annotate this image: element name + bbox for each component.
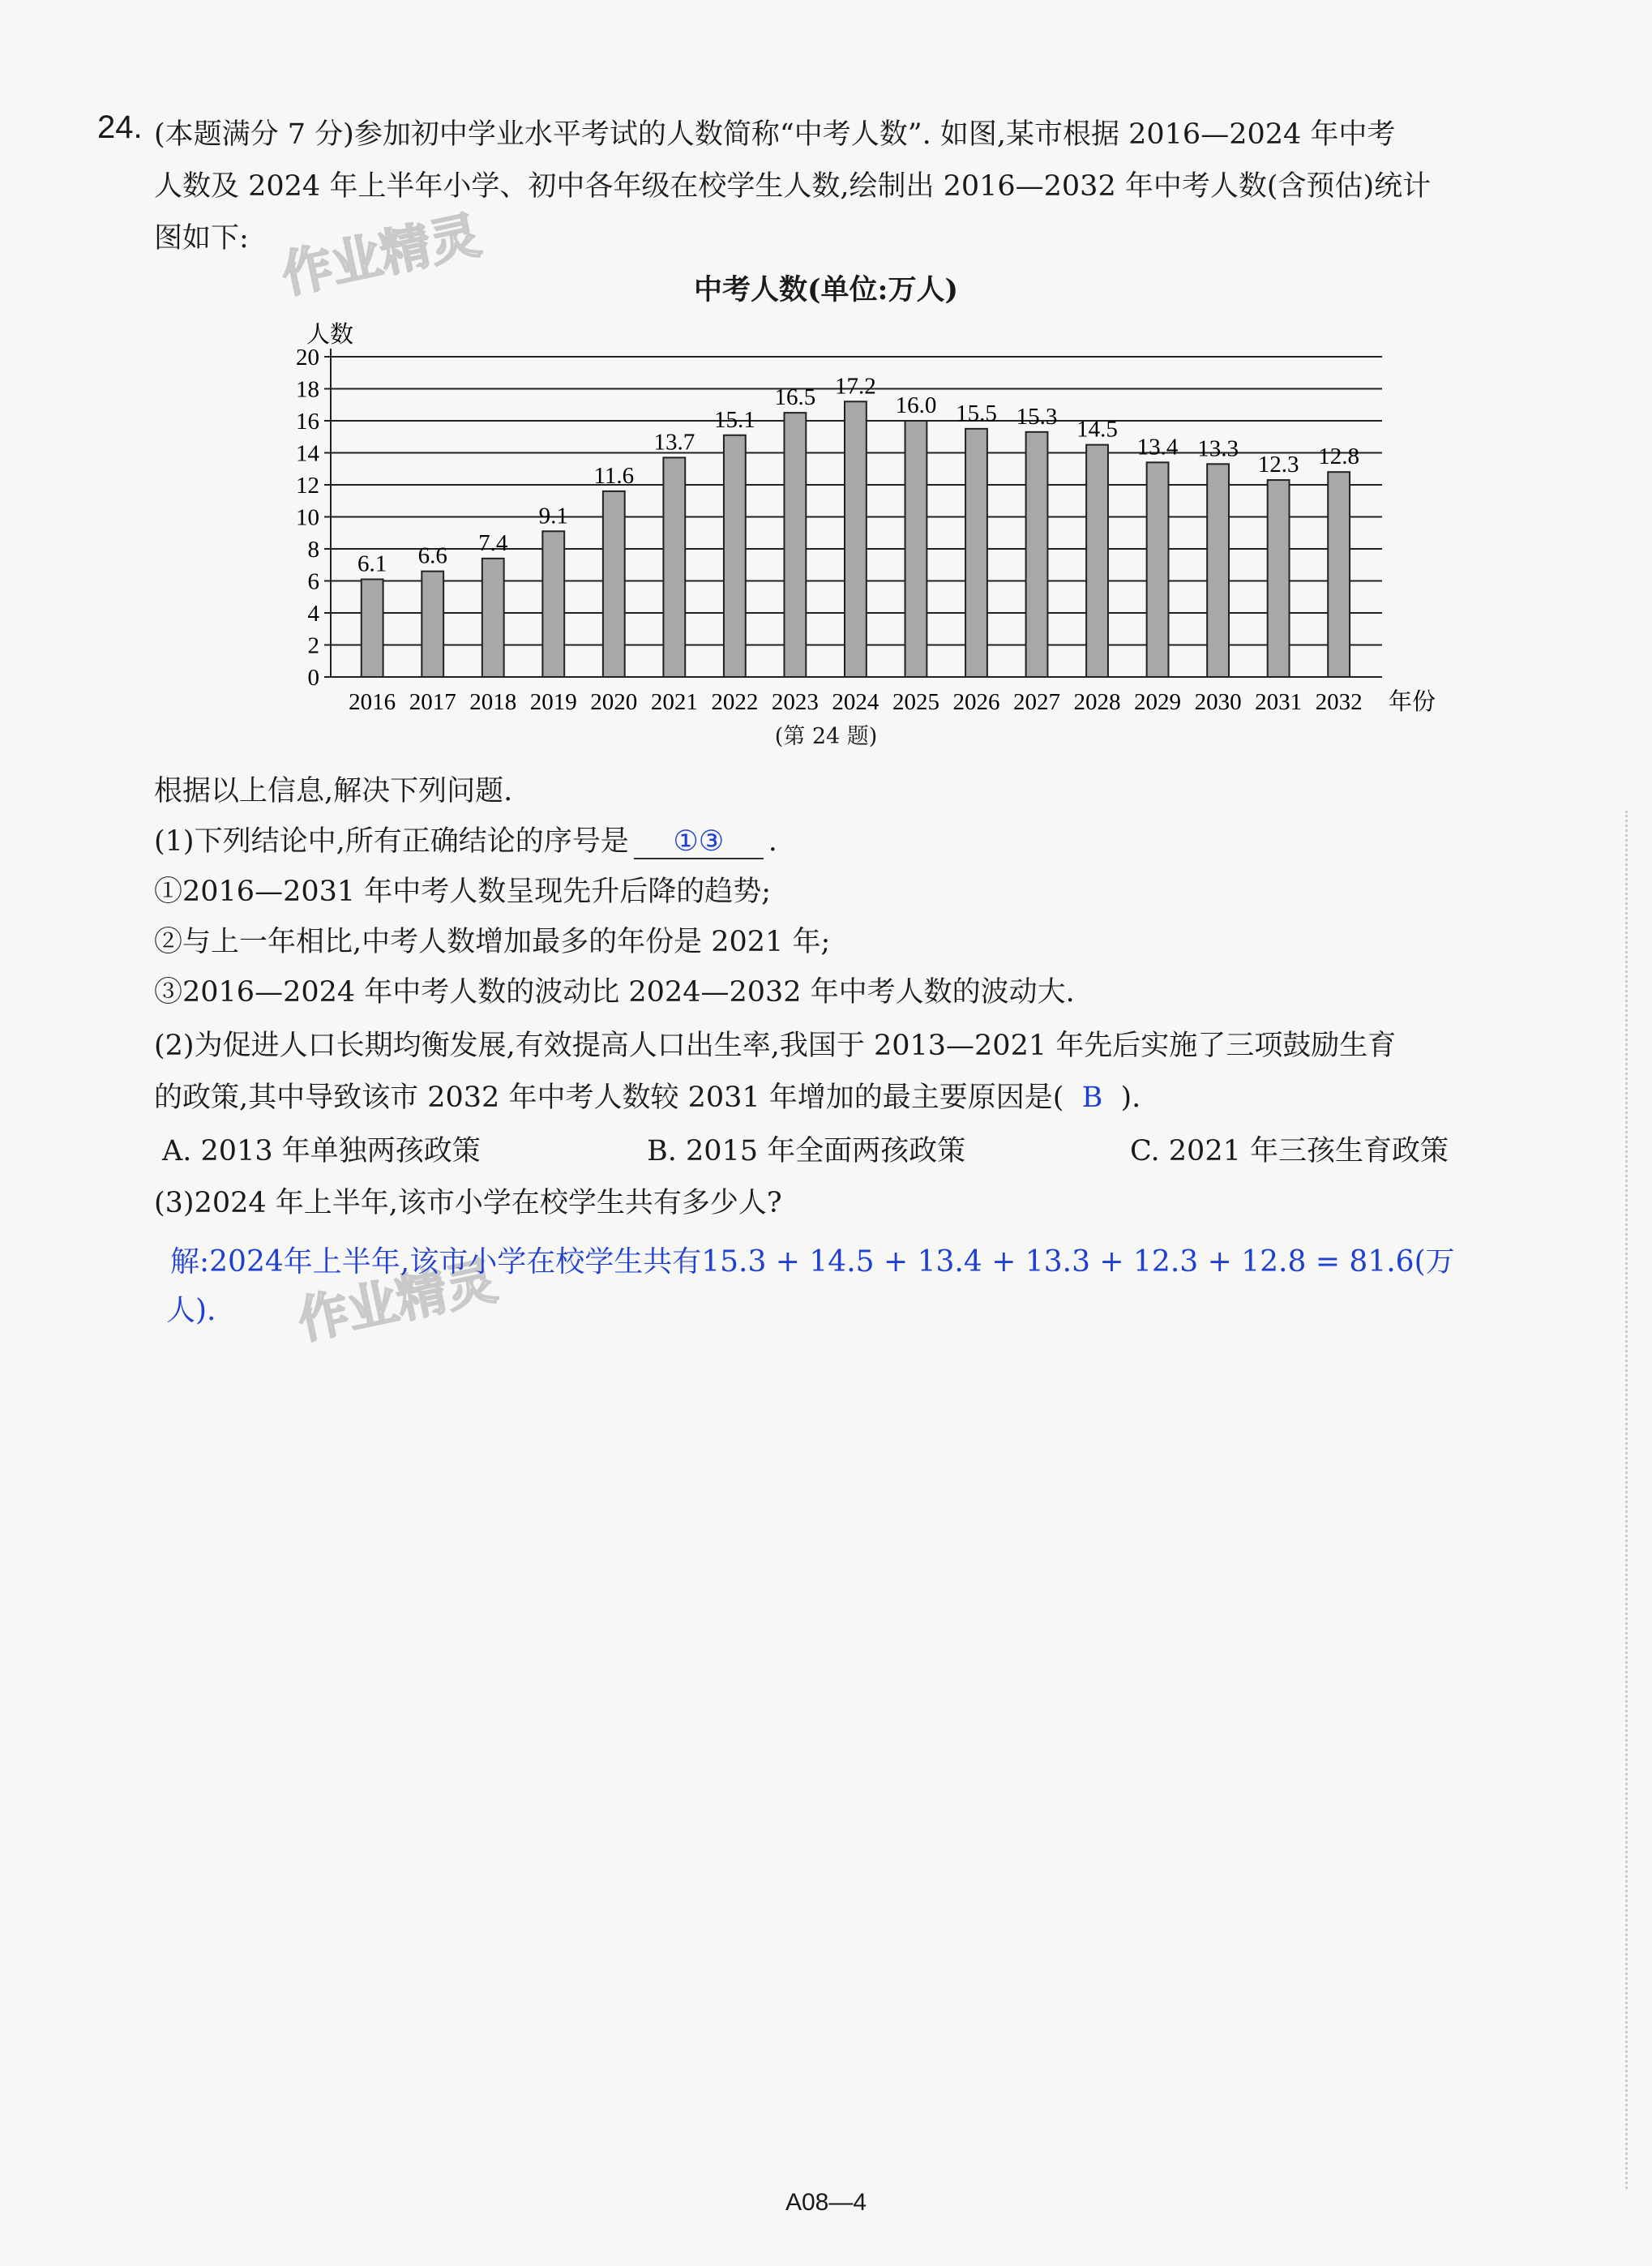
q2-suffix: ). (1120, 1082, 1141, 1114)
x-tick-label: 2019 (529, 689, 577, 715)
x-tick-label: 2018 (469, 689, 517, 715)
x-tick-label: 2029 (1134, 689, 1182, 715)
y-axis-label: 人数 (306, 322, 354, 348)
chart-caption: (第 24 题) (774, 724, 878, 749)
y-tick-label: 2 (307, 632, 319, 659)
x-tick-label: 2017 (409, 689, 456, 715)
question-intro: (本题满分 7 分)参加初中学业水平考试的人数简称“中考人数”. 如图,某市根据 2016—2024 年中考 (154, 118, 1396, 151)
page-edge (1625, 811, 1628, 2189)
bar (542, 531, 564, 677)
bar (422, 572, 443, 677)
x-tick-label: 2024 (832, 689, 879, 715)
x-tick-label: 2027 (1013, 689, 1061, 715)
statement-3: ③2016—2024 年中考人数的波动比 2024—2032 年中考人数的波动大. (154, 976, 1075, 1009)
y-tick-label: 4 (307, 601, 319, 627)
q2-text: 的政策,其中导致该市 2032 年中考人数较 2031 年增加的最主要原因是( (154, 1082, 1064, 1114)
y-tick-label: 6 (307, 568, 319, 595)
q1-suffix: . (768, 825, 777, 858)
bar-value-label: 6.1 (357, 550, 387, 577)
watermark: 作业精灵 (293, 1250, 502, 1351)
bar-value-label: 11.6 (593, 462, 635, 489)
bar-value-label: 12.8 (1318, 443, 1360, 470)
y-tick-label: 0 (307, 665, 319, 691)
x-tick-label: 2032 (1315, 689, 1363, 715)
y-tick-label: 10 (296, 504, 319, 531)
y-tick-label: 12 (296, 473, 319, 499)
bar-value-label: 16.5 (774, 384, 816, 411)
bar (1147, 462, 1169, 677)
question-1 (154, 819, 777, 859)
bar (845, 401, 867, 677)
solution-line-1: 解:2024年上半年,该市小学在校学生共有15.3 + 14.5 + 13.4 + 13.3 + 12.3 + 12.8 = 81.6(万 (170, 1245, 1455, 1279)
lead-text: 根据以上信息,解决下列问题. (154, 775, 513, 807)
bar (965, 429, 987, 677)
bar (1268, 480, 1290, 677)
x-tick-label: 2021 (650, 689, 698, 715)
bar-value-label: 6.6 (417, 542, 447, 569)
bar-value-label: 14.5 (1076, 416, 1118, 443)
question-2-line2 (154, 1075, 1141, 1116)
bar (1086, 445, 1108, 677)
option-b: B. 2015 年全面两孩政策 (647, 1135, 966, 1167)
y-tick-label: 18 (296, 376, 319, 403)
bar-value-label: 13.7 (653, 429, 695, 456)
solution-line-2: 人). (166, 1294, 216, 1327)
option-c: C. 2021 年三孩生育政策 (1130, 1135, 1449, 1167)
x-tick-label: 2026 (952, 689, 1000, 715)
bar (663, 457, 685, 677)
question-number: 24. (97, 109, 143, 145)
y-tick-label: 14 (296, 440, 319, 467)
x-tick-label: 2020 (590, 689, 638, 715)
bar-value-label: 17.2 (835, 373, 876, 400)
question-2: (2)为促进人口长期均衡发展,有效提高人口出生率,我国于 2013—2021 年先后实施了三项鼓励生育 (154, 1030, 1397, 1062)
bar (784, 413, 806, 677)
bar (1026, 432, 1048, 677)
bar-value-label: 16.0 (895, 392, 937, 418)
bar-value-label: 15.1 (713, 406, 755, 433)
watermark: 作业精灵 (276, 204, 486, 305)
x-tick-label: 2022 (711, 689, 759, 715)
x-tick-label: 2028 (1073, 689, 1121, 715)
x-tick-label: 2016 (349, 689, 396, 715)
q2-answer: B (1081, 1082, 1103, 1114)
bar (362, 580, 383, 677)
bar-value-label: 13.4 (1136, 434, 1179, 460)
bar (1207, 464, 1229, 677)
bar (482, 559, 504, 677)
x-axis-label: 年份 (1389, 689, 1436, 715)
question-intro: 图如下: (154, 222, 249, 255)
bar-value-label: 15.3 (1016, 403, 1058, 430)
x-tick-label: 2031 (1255, 689, 1303, 715)
y-tick-label: 20 (296, 345, 319, 371)
bar (603, 491, 625, 677)
question-intro: 人数及 2024 年上半年小学、初中各年级在校学生人数,绘制出 2016—2032 年中考人数(含预估)统计 (154, 170, 1432, 203)
bar-chart (259, 308, 1443, 746)
statement-1: ①2016—2031 年中考人数呈现先升后降的趋势; (154, 876, 772, 908)
bar-value-label: 9.1 (538, 503, 568, 529)
page-number: A08—4 (785, 2189, 867, 2216)
q1-text: (1)下列结论中,所有正确结论的序号是 (154, 825, 629, 858)
bar-value-label: 12.3 (1257, 452, 1299, 478)
question-3: (3)2024 年上半年,该市小学在校学生共有多少人? (154, 1187, 782, 1219)
statement-2: ②与上一年相比,中考人数增加最多的年份是 2021 年; (154, 926, 831, 958)
bar (905, 421, 927, 677)
bar-value-label: 15.5 (956, 400, 997, 426)
bar (724, 435, 746, 677)
bar (1328, 472, 1350, 677)
q1-answer: ①③ (634, 826, 764, 859)
x-tick-label: 2023 (771, 689, 819, 715)
chart-title: 中考人数(单位:万人) (693, 273, 959, 306)
x-tick-label: 2025 (892, 689, 939, 715)
y-tick-label: 8 (307, 537, 319, 563)
y-tick-label: 16 (296, 409, 319, 435)
x-tick-label: 2030 (1194, 689, 1242, 715)
option-a: A. 2013 年单独两孩政策 (162, 1135, 481, 1167)
bar-value-label: 7.4 (478, 529, 508, 556)
bar-value-label: 13.3 (1197, 435, 1239, 462)
